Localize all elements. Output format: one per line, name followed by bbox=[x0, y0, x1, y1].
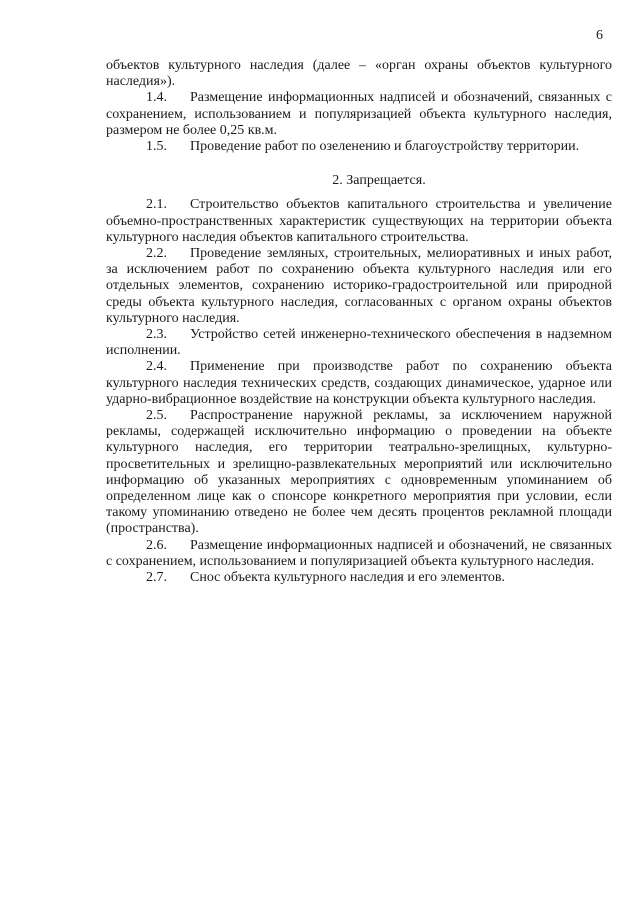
item-number: 1.4. bbox=[146, 90, 167, 106]
paragraph-2-7 bbox=[106, 570, 612, 586]
paragraph-text: Проведение работ по озеленению и благоустройству территории. bbox=[190, 139, 580, 155]
paragraph-2-5 bbox=[106, 408, 612, 538]
paragraph-text: Размещение информационных надписей и обозначений, не связанных с сохранением, использованием и популяризацией объекта культурного наследия. bbox=[106, 537, 612, 569]
paragraph-text: объектов культурного наследия (далее – «орган охраны объектов культурного наследия»). bbox=[106, 58, 612, 90]
paragraph-1-4 bbox=[106, 90, 612, 139]
page-number: 6 bbox=[596, 28, 603, 43]
paragraph-text: Распространение наружной рекламы, за исключением наружной рекламы, содержащей исключительно информацию о проведении на объекте культурного наследия, его территории театрально-зрелищных, культурно-просветительных и зрелищно-развлекательных мероприятий или исключительно информацию об указанных мероприятиях с одновременным упоминанием об определенном лице как о спонсоре конкретного мероприятия при условии, если такому упоминанию отведено не более чем десять процентов рекламной площади (пространства). bbox=[106, 408, 612, 537]
item-number: 2.6. bbox=[146, 537, 167, 553]
section-heading: 2. Запрещается. bbox=[332, 173, 426, 189]
paragraph-2-4 bbox=[106, 359, 612, 408]
paragraph-text: Размещение информационных надписей и обозначений, связанных с сохранением, использованием и популяризацией объекта культурного наследия, размером не более 0,25 кв.м. bbox=[106, 90, 612, 138]
item-number: 2.2. bbox=[146, 246, 167, 262]
paragraph-2-1 bbox=[106, 197, 612, 246]
paragraph-2-3 bbox=[106, 327, 612, 359]
item-number: 2.4. bbox=[146, 359, 167, 375]
paragraph-1-3-continuation bbox=[106, 58, 612, 90]
paragraph-text: Снос объекта культурного наследия и его элементов. bbox=[190, 570, 506, 586]
item-number: 2.7. bbox=[146, 570, 167, 586]
paragraph-2-2 bbox=[106, 246, 612, 327]
paragraph-text: Применение при производстве работ по сохранению объекта культурного наследия технических средств, создающих динамическое, ударное или ударно-вибрационное воздействие на конструкции объекта культурного наследия. bbox=[106, 359, 612, 407]
paragraph-text: Устройство сетей инженерно-технического обеспечения в надземном исполнении. bbox=[106, 327, 612, 359]
paragraph-text: Проведение земляных, строительных, мелиоративных и иных работ, за исключением работ по сохранению объекта культурного наследия или его отдельных элементов, сохранению историко-градостроительной или природной среды объекта культурного наследия, согласованных с органом охраны объектов культурного наследия. bbox=[106, 246, 612, 326]
paragraph-2-6 bbox=[106, 538, 612, 570]
item-number: 2.3. bbox=[146, 327, 167, 343]
document-body bbox=[106, 58, 612, 586]
item-number: 1.5. bbox=[146, 139, 167, 155]
item-number: 2.1. bbox=[146, 197, 167, 213]
paragraph-1-5 bbox=[106, 139, 612, 155]
item-number: 2.5. bbox=[146, 408, 167, 424]
paragraph-text: Строительство объектов капитального строительства и увеличение объемно-пространственных характеристик существующих на территории объекта культурного наследия объектов капитального строительства. bbox=[106, 197, 612, 245]
